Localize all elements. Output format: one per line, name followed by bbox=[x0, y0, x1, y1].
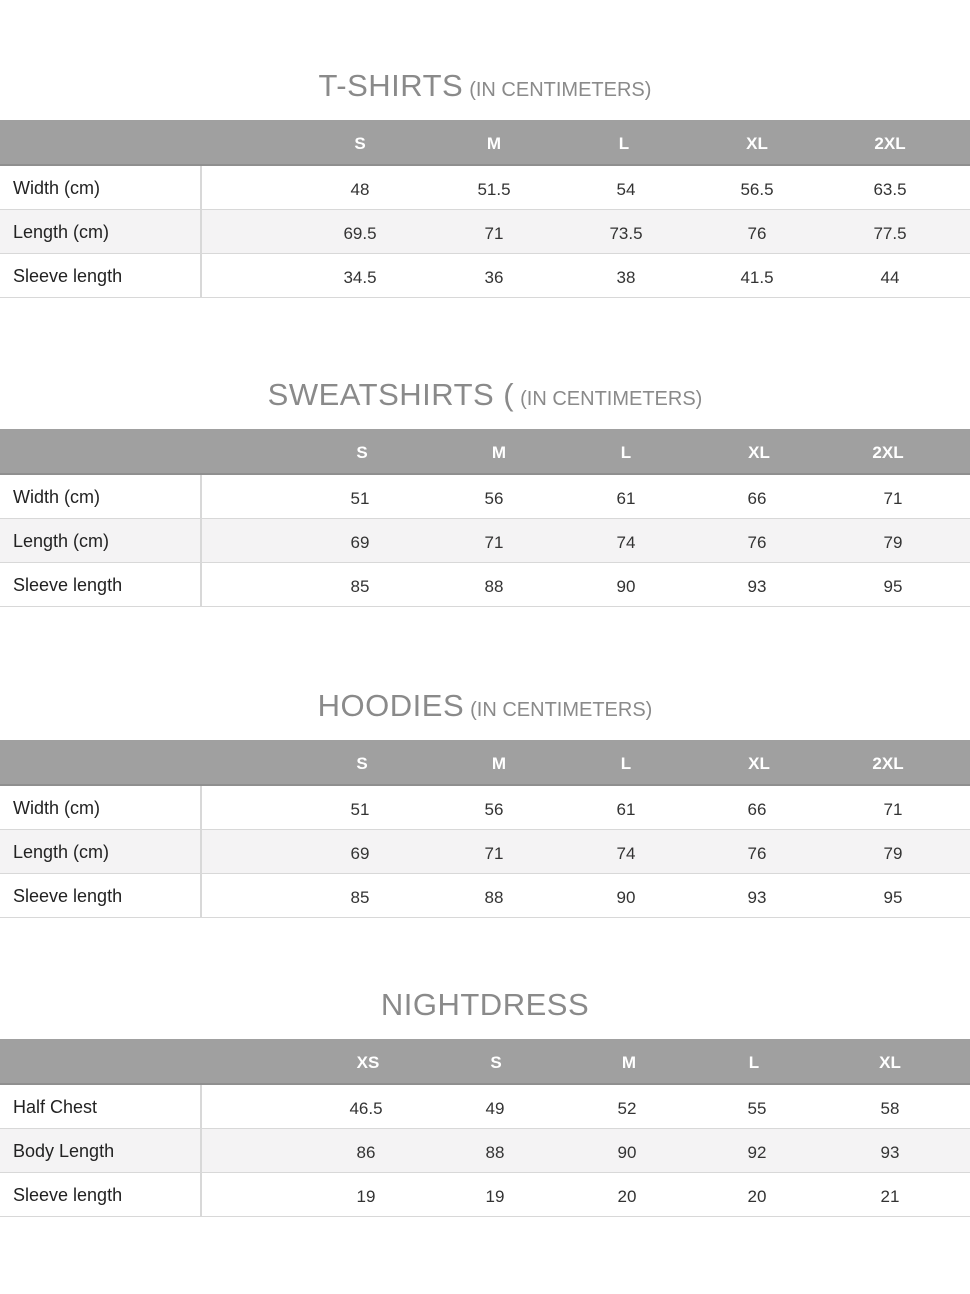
section-title-text: NIGHTDRESS bbox=[380, 987, 590, 1022]
column-divider bbox=[200, 1129, 202, 1172]
table-cell: 76 bbox=[747, 533, 767, 552]
column-header: XL bbox=[746, 134, 768, 153]
table-cell: 95 bbox=[883, 888, 903, 907]
table-cell: 51 bbox=[350, 800, 370, 819]
column-header: M bbox=[621, 1053, 637, 1072]
table-cell: 93 bbox=[747, 577, 767, 596]
table-cell: 55 bbox=[747, 1099, 767, 1118]
column-divider bbox=[200, 1173, 202, 1216]
table-cell: 41.5 bbox=[740, 268, 774, 287]
column-header: XL bbox=[748, 443, 770, 462]
row-label: Width (cm) bbox=[13, 487, 100, 507]
table-cell: 79 bbox=[883, 533, 903, 552]
row-label: Body Length bbox=[13, 1141, 115, 1161]
table-cell: 77.5 bbox=[873, 224, 907, 243]
table-cell: 76 bbox=[747, 224, 767, 243]
table-cell: 71 bbox=[883, 800, 903, 819]
table-cell: 90 bbox=[616, 888, 636, 907]
sweatshirts-size-table bbox=[0, 429, 970, 607]
table-cell: 61 bbox=[616, 489, 636, 508]
row-label: Length (cm) bbox=[13, 222, 110, 242]
table-row bbox=[0, 210, 970, 254]
column-divider bbox=[200, 563, 202, 606]
column-header: S bbox=[490, 1053, 502, 1072]
table-header bbox=[0, 1039, 970, 1085]
column-header: XL bbox=[748, 754, 770, 773]
table-cell: 61 bbox=[616, 800, 636, 819]
table-cell: 90 bbox=[617, 1143, 637, 1162]
table-cell: 85 bbox=[350, 888, 370, 907]
table-cell: 69 bbox=[350, 533, 370, 552]
row-label: Sleeve length bbox=[13, 1185, 123, 1205]
column-header: XS bbox=[356, 1053, 380, 1072]
table-cell: 66 bbox=[747, 489, 767, 508]
table-cell: 48 bbox=[350, 180, 370, 199]
column-header: 2XL bbox=[872, 443, 904, 462]
table-cell: 20 bbox=[747, 1187, 767, 1206]
table-cell: 93 bbox=[747, 888, 767, 907]
table-row bbox=[0, 874, 970, 918]
table-cell: 76 bbox=[747, 844, 767, 863]
table-cell: 88 bbox=[484, 577, 504, 596]
column-divider bbox=[200, 830, 202, 873]
hoodies-size-table bbox=[0, 740, 970, 918]
table-cell: 73.5 bbox=[609, 224, 643, 243]
table-cell: 56.5 bbox=[740, 180, 774, 199]
table-cell: 88 bbox=[485, 1143, 505, 1162]
table-row bbox=[0, 563, 970, 607]
column-header: M bbox=[486, 134, 502, 153]
section-subtitle-text: (IN CENTIMETERS) bbox=[470, 699, 653, 721]
column-header: L bbox=[620, 443, 632, 462]
row-label: Length (cm) bbox=[13, 531, 110, 551]
table-header bbox=[0, 429, 970, 475]
column-header: M bbox=[491, 443, 507, 462]
table-cell: 49 bbox=[485, 1099, 505, 1118]
table-cell: 69 bbox=[350, 844, 370, 863]
table-cell: 88 bbox=[484, 888, 504, 907]
table-cell: 85 bbox=[350, 577, 370, 596]
table-cell: 56 bbox=[484, 489, 504, 508]
table-cell: 95 bbox=[883, 577, 903, 596]
table-cell: 93 bbox=[880, 1143, 900, 1162]
table-cell: 74 bbox=[616, 844, 636, 863]
table-cell: 74 bbox=[616, 533, 636, 552]
table-row bbox=[0, 166, 970, 210]
table-cell: 51 bbox=[350, 489, 370, 508]
hoodies-title bbox=[0, 688, 970, 724]
table-cell: 19 bbox=[485, 1187, 505, 1206]
table-header bbox=[0, 120, 970, 166]
row-label: Half Chest bbox=[13, 1097, 98, 1117]
column-header: S bbox=[354, 134, 366, 153]
column-divider bbox=[200, 210, 202, 253]
table-row bbox=[0, 254, 970, 298]
section-title-text: HOODIES bbox=[317, 688, 465, 723]
table-cell: 92 bbox=[747, 1143, 767, 1162]
table-cell: 56 bbox=[484, 800, 504, 819]
column-header: L bbox=[748, 1053, 760, 1072]
table-header bbox=[0, 740, 970, 786]
section-subtitle-text: (IN CENTIMETERS) bbox=[469, 79, 652, 101]
table-row bbox=[0, 1085, 970, 1129]
table-cell: 20 bbox=[617, 1187, 637, 1206]
table-cell: 63.5 bbox=[873, 180, 907, 199]
section-title-text: SWEATSHIRTS ( bbox=[267, 377, 515, 412]
column-header: 2XL bbox=[874, 134, 906, 153]
table-row bbox=[0, 475, 970, 519]
table-cell: 90 bbox=[616, 577, 636, 596]
column-header: L bbox=[618, 134, 630, 153]
table-row bbox=[0, 786, 970, 830]
table-row bbox=[0, 830, 970, 874]
table-cell: 71 bbox=[883, 489, 903, 508]
table-cell: 54 bbox=[616, 180, 636, 199]
t-shirts-title bbox=[0, 68, 970, 104]
table-cell: 58 bbox=[880, 1099, 900, 1118]
column-header: XL bbox=[879, 1053, 901, 1072]
table-cell: 79 bbox=[883, 844, 903, 863]
table-cell: 71 bbox=[484, 533, 504, 552]
row-label: Width (cm) bbox=[13, 178, 100, 198]
section-title-text: T-SHIRTS bbox=[318, 68, 464, 103]
row-label: Sleeve length bbox=[13, 886, 123, 906]
section-subtitle-text: (IN CENTIMETERS) bbox=[520, 388, 703, 410]
table-cell: 71 bbox=[484, 224, 504, 243]
nightdress-title bbox=[0, 987, 970, 1023]
table-cell: 86 bbox=[356, 1143, 376, 1162]
row-label: Sleeve length bbox=[13, 266, 123, 286]
table-cell: 71 bbox=[484, 844, 504, 863]
nightdress-size-table bbox=[0, 1039, 970, 1217]
column-header: 2XL bbox=[872, 754, 904, 773]
table-cell: 66 bbox=[747, 800, 767, 819]
table-row bbox=[0, 1173, 970, 1217]
table-cell: 69.5 bbox=[343, 224, 377, 243]
column-divider bbox=[200, 475, 202, 518]
column-divider bbox=[200, 1085, 202, 1128]
table-cell: 51.5 bbox=[477, 180, 511, 199]
sweatshirts-title bbox=[0, 377, 970, 413]
column-divider bbox=[200, 519, 202, 562]
row-label: Length (cm) bbox=[13, 842, 110, 862]
table-cell: 46.5 bbox=[349, 1099, 383, 1118]
column-header: L bbox=[620, 754, 632, 773]
table-cell: 52 bbox=[617, 1099, 637, 1118]
table-cell: 34.5 bbox=[343, 268, 377, 287]
column-header: S bbox=[356, 754, 368, 773]
column-divider bbox=[200, 786, 202, 829]
column-divider bbox=[200, 166, 202, 209]
table-cell: 19 bbox=[356, 1187, 376, 1206]
table-cell: 36 bbox=[484, 268, 504, 287]
column-divider bbox=[200, 874, 202, 917]
table-row bbox=[0, 519, 970, 563]
column-header: M bbox=[491, 754, 507, 773]
row-label: Width (cm) bbox=[13, 798, 100, 818]
row-label: Sleeve length bbox=[13, 575, 123, 595]
table-cell: 38 bbox=[616, 268, 636, 287]
t-shirts-size-table bbox=[0, 120, 970, 298]
column-header: S bbox=[356, 443, 368, 462]
table-cell: 44 bbox=[880, 268, 900, 287]
table-cell: 21 bbox=[880, 1187, 900, 1206]
table-row bbox=[0, 1129, 970, 1173]
column-divider bbox=[200, 254, 202, 297]
